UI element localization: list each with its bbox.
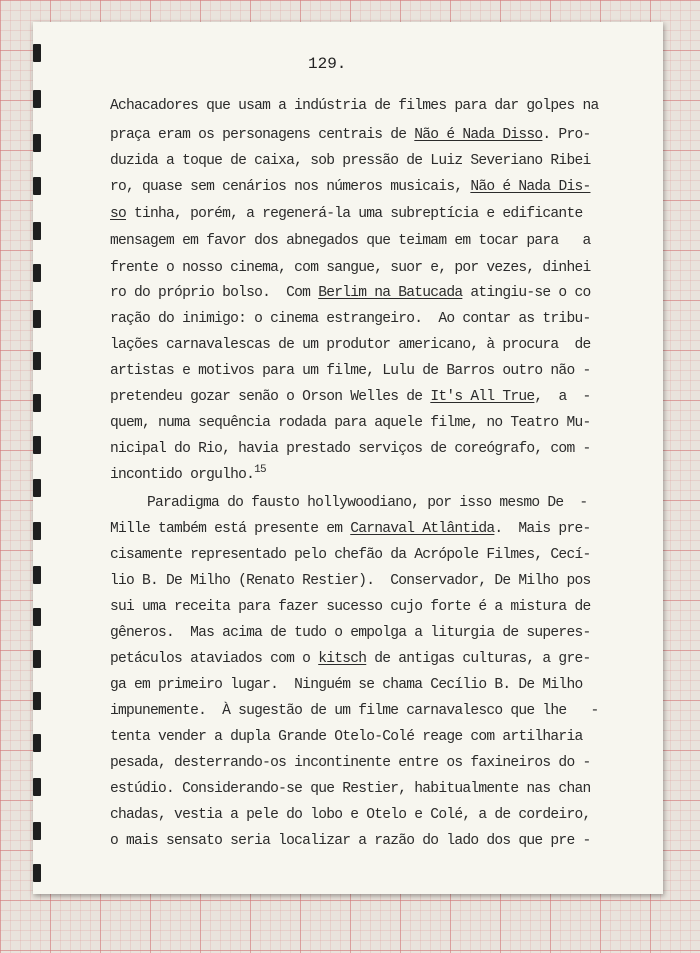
- page-number: 129.: [308, 55, 347, 73]
- text-segment: tinha, porém, a regenerá-la uma subreptícia e edificante: [126, 206, 583, 222]
- text-line: [110, 362, 630, 380]
- text-segment: artistas e motivos para um filme, Lulu de Barros outro não -: [110, 363, 591, 379]
- text-line: [110, 832, 630, 850]
- text-line: [110, 546, 630, 564]
- footnote-ref: 15: [254, 464, 266, 476]
- text-segment: impunemente. À sugestão de um filme carnavalesco que lhe -: [110, 703, 599, 719]
- text-segment: Achacadores que usam a indústria de filmes para dar golpes na: [110, 98, 599, 114]
- text-line: [110, 572, 630, 590]
- text-line: [110, 232, 630, 250]
- text-segment: gêneros. Mas acima de tudo o empolga a liturgia de superes-: [110, 625, 591, 641]
- document-page: [33, 22, 663, 894]
- text-line: [110, 126, 630, 144]
- text-segment: quem, numa sequência rodada para aquele filme, no Teatro Mu-: [110, 415, 591, 431]
- binding-hole: [33, 310, 41, 328]
- text-segment: Paradigma do fausto hollywoodiano, por isso mesmo De -: [147, 495, 588, 511]
- binding-hole: [33, 352, 41, 370]
- film-title: Não é Nada Disso: [414, 127, 543, 143]
- text-line: [110, 440, 630, 458]
- text-segment: sui uma receita para fazer sucesso cujo forte é a mistura de: [110, 599, 591, 615]
- text-line: [110, 806, 630, 824]
- binding-hole: [33, 608, 41, 626]
- text-line: [110, 259, 630, 277]
- text-segment: tenta vender a dupla Grande Otelo-Colé reage com artilharia: [110, 729, 583, 745]
- text-segment: . Mais pre-: [494, 521, 591, 537]
- text-segment: mensagem em favor dos abnegados que teimam em tocar para a: [110, 233, 591, 249]
- text-segment: incontido orgulho.: [110, 467, 255, 483]
- text-segment: o mais sensato seria localizar a razão do lado dos que pre -: [110, 833, 591, 849]
- text-segment: pretendeu gozar senão o Orson Welles de: [110, 389, 431, 405]
- text-segment: frente o nosso cinema, com sangue, suor e, por vezes, dinhei: [110, 260, 591, 276]
- binding-hole: [33, 734, 41, 752]
- text-line: [110, 702, 630, 720]
- film-title: so: [110, 206, 127, 222]
- text-segment: lações carnavalescas de um produtor americano, à procura de: [110, 337, 591, 353]
- text-segment: praça eram os personagens centrais de: [110, 127, 415, 143]
- text-segment: atingiu-se o co: [462, 285, 591, 301]
- text-line: [110, 624, 630, 642]
- text-line: [110, 414, 630, 432]
- text-line: [110, 336, 630, 354]
- text-segment: duzida a toque de caixa, sob pressão de Luiz Severiano Ribei: [110, 153, 591, 169]
- text-line: [110, 152, 630, 170]
- text-segment: ração do inimigo: o cinema estrangeiro. Ao contar as tribu-: [110, 311, 591, 327]
- text-line: [110, 728, 630, 746]
- binding-hole: [33, 90, 41, 108]
- binding-hole: [33, 44, 41, 62]
- text-line: [110, 310, 630, 328]
- text-segment: cisamente representado pelo chefão da Acrópole Filmes, Cecí-: [110, 547, 591, 563]
- text-segment: estúdio. Considerando-se que Restier, habitualmente nas chan: [110, 781, 591, 797]
- text-line: [110, 178, 630, 196]
- text-line: [110, 205, 630, 223]
- text-line: [110, 520, 630, 538]
- text-segment: . Pro-: [542, 127, 591, 143]
- text-line: [110, 676, 630, 694]
- film-title: Não é Nada Dis-: [470, 179, 591, 195]
- text-segment: nicipal do Rio, havia prestado serviços de coreógrafo, com -: [110, 441, 591, 457]
- text-segment: , a -: [534, 389, 591, 405]
- text-line: [110, 780, 630, 798]
- text-segment: de antigas culturas, a gre-: [366, 651, 591, 667]
- text-line: [110, 97, 630, 115]
- binding-hole: [33, 134, 41, 152]
- binding-hole: [33, 822, 41, 840]
- binding-hole: [33, 778, 41, 796]
- text-segment: petáculos ataviados com o: [110, 651, 319, 667]
- binding-hole: [33, 692, 41, 710]
- film-title: It's All True: [430, 389, 535, 405]
- text-segment: ro, quase sem cenários nos números musicais,: [110, 179, 471, 195]
- text-line: [110, 754, 630, 772]
- text-line: [110, 284, 630, 302]
- film-title: kitsch: [318, 651, 367, 667]
- film-title: Berlim na Batucada: [318, 285, 463, 301]
- binding-hole: [33, 222, 41, 240]
- binding-hole: [33, 264, 41, 282]
- text-segment: lio B. De Milho (Renato Restier). Conservador, De Milho pos: [110, 573, 591, 589]
- binding-hole: [33, 566, 41, 584]
- text-line: [110, 650, 630, 668]
- binding-hole: [33, 436, 41, 454]
- text-segment: Mille também está presente em: [110, 521, 351, 537]
- text-line: [147, 494, 630, 512]
- text-segment: chadas, vestia a pele do lobo e Otelo e Colé, a de cordeiro,: [110, 807, 591, 823]
- binding-hole: [33, 394, 41, 412]
- binding-hole: [33, 177, 41, 195]
- binding-hole: [33, 522, 41, 540]
- binding-hole: [33, 864, 41, 882]
- text-line: [110, 598, 630, 616]
- binding-holes: [33, 22, 45, 894]
- text-segment: ga em primeiro lugar. Ninguém se chama Cecílio B. De Milho: [110, 677, 583, 693]
- text-segment: pesada, desterrando-os incontinente entre os faxineiros do -: [110, 755, 591, 771]
- film-title: Carnaval Atlântida: [350, 521, 495, 537]
- text-segment: ro do próprio bolso. Com: [110, 285, 319, 301]
- text-line: [110, 466, 630, 484]
- binding-hole: [33, 650, 41, 668]
- binding-hole: [33, 479, 41, 497]
- text-line: [110, 388, 630, 406]
